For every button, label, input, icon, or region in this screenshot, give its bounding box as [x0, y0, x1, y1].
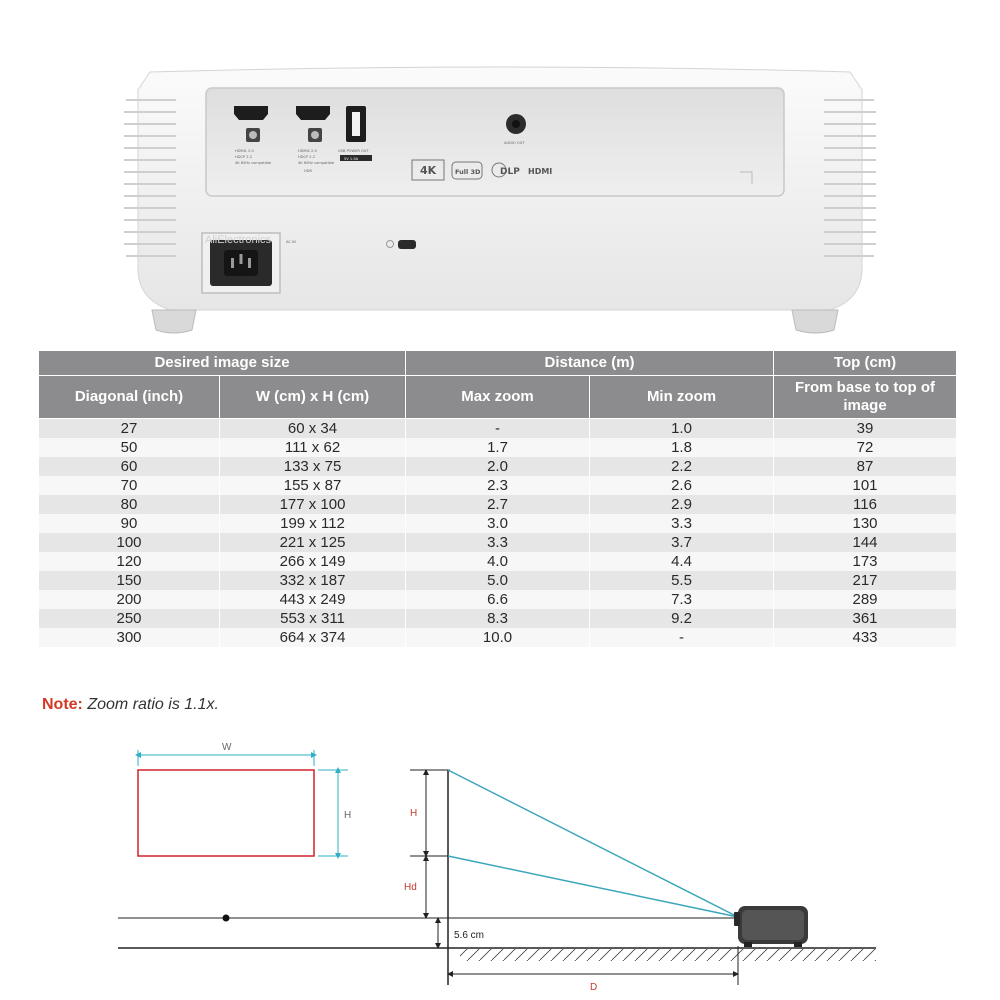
cell-max-zoom: 2.3 [406, 476, 590, 495]
hdmi2-sub2: 4K 60Hz compatible [298, 161, 335, 165]
cell-min-zoom: 9.2 [590, 609, 774, 628]
cell-min-zoom: 3.3 [590, 514, 774, 533]
cell-diagonal: 200 [39, 590, 220, 609]
cell-size: 664 x 374 [220, 628, 406, 647]
projector-rear-image [0, 0, 1000, 345]
beam-bottom [448, 856, 738, 917]
cell-diagonal: 250 [39, 609, 220, 628]
cell-max-zoom: 8.3 [406, 609, 590, 628]
cell-diagonal: 100 [39, 533, 220, 552]
table-row [39, 571, 957, 590]
cell-max-zoom: 6.6 [406, 590, 590, 609]
hdmi1-sub1: HDCP 2.2 [235, 155, 253, 159]
cell-max-zoom: 3.3 [406, 533, 590, 552]
cell-top: 144 [774, 533, 957, 552]
table-row [39, 495, 957, 514]
cell-top: 173 [774, 552, 957, 571]
group-header-row [39, 351, 957, 376]
cell-min-zoom: 3.7 [590, 533, 774, 552]
note-text: Zoom ratio is 1.1x. [87, 696, 219, 713]
throw-distance-table [38, 350, 957, 647]
col-header-max-zoom: Max zoom [406, 376, 590, 419]
cell-size: 133 x 75 [220, 457, 406, 476]
cell-top: 361 [774, 609, 957, 628]
projector-side-icon [734, 906, 808, 947]
col-header-min-zoom: Min zoom [590, 376, 774, 419]
table-row [39, 609, 957, 628]
cell-min-zoom: 2.9 [590, 495, 774, 514]
col-header-size: W (cm) x H (cm) [220, 376, 406, 419]
table-row [39, 438, 957, 457]
cell-diagonal: 50 [39, 438, 220, 457]
cell-top: 289 [774, 590, 957, 609]
cell-max-zoom: 5.0 [406, 571, 590, 590]
cell-top: 87 [774, 457, 957, 476]
cell-size: 332 x 187 [220, 571, 406, 590]
usb-port [346, 106, 366, 142]
watermark: AliElectronics [205, 234, 272, 246]
table-row [39, 476, 957, 495]
cell-max-zoom: 3.0 [406, 514, 590, 533]
hdr-label: HDR [304, 169, 312, 173]
col-header-diagonal: Diagonal (inch) [39, 376, 220, 419]
cell-size: 177 x 100 [220, 495, 406, 514]
note-label: Note: [42, 696, 83, 713]
cell-max-zoom: 2.7 [406, 495, 590, 514]
cell-top: 101 [774, 476, 957, 495]
group-header-distance: Distance (m) [406, 351, 774, 376]
cell-top: 116 [774, 495, 957, 514]
usb-sub: 5V 1.5A [344, 157, 359, 161]
cell-min-zoom: 2.6 [590, 476, 774, 495]
column-header-row [39, 376, 957, 419]
logo-hdmi: HDMI [528, 167, 553, 176]
cell-max-zoom: 4.0 [406, 552, 590, 571]
table-body [39, 419, 957, 648]
cell-diagonal: 150 [39, 571, 220, 590]
group-header-image-size: Desired image size [39, 351, 406, 376]
cell-size: 443 x 249 [220, 590, 406, 609]
cell-min-zoom: 2.2 [590, 457, 774, 476]
connector-panel [206, 88, 784, 196]
table-row [39, 533, 957, 552]
cell-max-zoom: 2.0 [406, 457, 590, 476]
zoom-note [42, 696, 219, 714]
audio-out-port [506, 114, 526, 134]
table-row [39, 514, 957, 533]
cell-size: 221 x 125 [220, 533, 406, 552]
cell-size: 266 x 149 [220, 552, 406, 571]
cell-diagonal: 60 [39, 457, 220, 476]
table-row [39, 590, 957, 609]
table-row [39, 457, 957, 476]
cell-min-zoom: 7.3 [590, 590, 774, 609]
audio-out-label: AUDIO OUT [504, 141, 525, 145]
h-side-label: H [344, 810, 352, 821]
cell-top: 130 [774, 514, 957, 533]
cell-top: 72 [774, 438, 957, 457]
cell-size: 111 x 62 [220, 438, 406, 457]
group-header-top: Top (cm) [774, 351, 957, 376]
h-label: H [410, 808, 418, 819]
hdmi1-label: HDMI1 2.0 [235, 149, 254, 153]
offset-label: 5.6 cm [454, 930, 485, 941]
svg-text:4K: 4K [420, 164, 437, 177]
cell-size: 553 x 311 [220, 609, 406, 628]
hdmi1-sub2: 4K 60Hz compatible [235, 161, 272, 165]
cell-max-zoom: 10.0 [406, 628, 590, 647]
cell-diagonal: 70 [39, 476, 220, 495]
ac-in-label: AC IN [286, 240, 296, 244]
cell-diagonal: 27 [39, 419, 220, 439]
axis-dot [223, 915, 230, 922]
cell-diagonal: 120 [39, 552, 220, 571]
cell-max-zoom: - [406, 419, 590, 439]
foot-right [792, 310, 838, 333]
w-label: W [222, 742, 232, 753]
cell-min-zoom: 4.4 [590, 552, 774, 571]
hd-label: Hd [404, 882, 417, 893]
beam-top [448, 770, 738, 917]
ground-hatch [460, 949, 876, 961]
cell-min-zoom: - [590, 628, 774, 647]
hdmi2-label: HDMI2 2.0 [298, 149, 317, 153]
svg-text:DLP: DLP [500, 167, 520, 177]
cell-min-zoom: 1.0 [590, 419, 774, 439]
cell-top: 433 [774, 628, 957, 647]
cell-diagonal: 80 [39, 495, 220, 514]
usb-label: USB POWER OUT [338, 149, 369, 153]
cell-diagonal: 300 [39, 628, 220, 647]
svg-text:Full 3D: Full 3D [455, 168, 481, 176]
cell-min-zoom: 1.8 [590, 438, 774, 457]
table-row [39, 552, 957, 571]
throw-diagram [0, 730, 1000, 1000]
cell-size: 199 x 112 [220, 514, 406, 533]
table-row [39, 628, 957, 647]
cell-top: 39 [774, 419, 957, 439]
screen-rect [138, 770, 314, 856]
cell-size: 60 x 34 [220, 419, 406, 439]
col-header-top: From base to top of image [774, 376, 957, 419]
cell-diagonal: 90 [39, 514, 220, 533]
cell-max-zoom: 1.7 [406, 438, 590, 457]
cell-top: 217 [774, 571, 957, 590]
cell-min-zoom: 5.5 [590, 571, 774, 590]
cell-size: 155 x 87 [220, 476, 406, 495]
foot-left [152, 310, 196, 333]
hdmi2-sub1: HDCP 2.2 [298, 155, 316, 159]
table-row [39, 419, 957, 439]
d-label: D [590, 982, 598, 993]
